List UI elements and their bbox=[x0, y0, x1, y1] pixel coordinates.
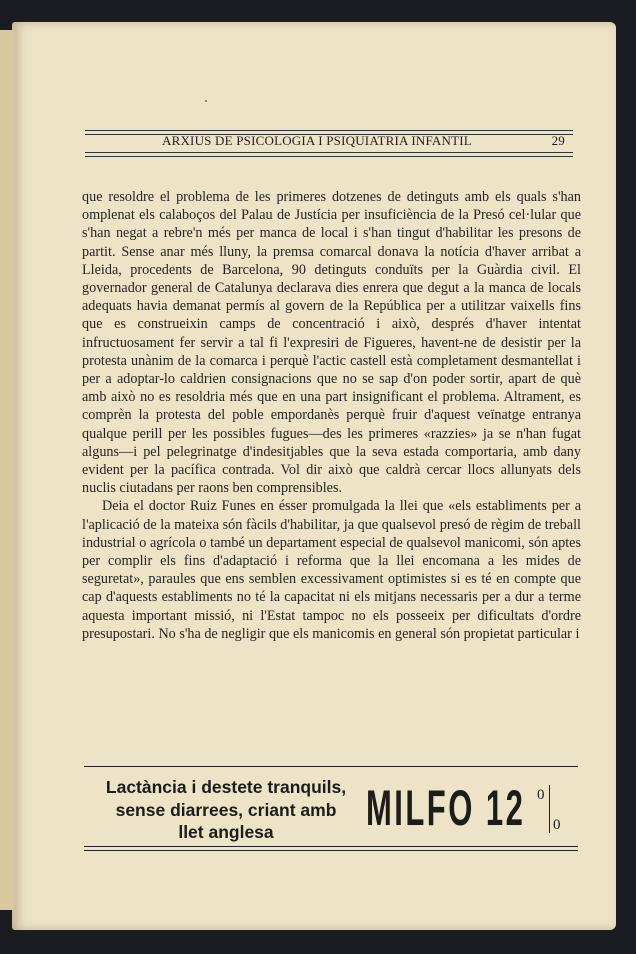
print-speck bbox=[205, 100, 207, 102]
ad-divider bbox=[549, 785, 550, 833]
ad-slogan bbox=[92, 776, 360, 844]
running-head bbox=[85, 133, 573, 151]
ad-slogan-line: llet anglesa bbox=[178, 822, 274, 842]
ad-bottom-rule-thin bbox=[84, 850, 578, 851]
ad-mark-bottom: 0 bbox=[553, 817, 561, 833]
running-title: ARXIUS DE PSICOLOGIA I PSIQUIATRIA INFANTIL bbox=[162, 133, 472, 148]
ad-slogan-line: sense diarrees, criant amb bbox=[115, 799, 337, 820]
paragraph: Deia el doctor Ruiz Funes en ésser promulgada la llei que «els establiments per a l'aplicació de la mateixa són fàcils d'habilitar, ja que qualsevol presó de règim de treball industrial o agrícola o també un departament especial de qualsevol manicomi, són aptes per complir els fins d'adaptació i reforma que la llei encomana a les mides de seguretat», paraules que ens semblen excessivament optimistes si es té en compte que cap d'aquests establiments no té la capacitat ni els mitjans necessaris per a dur a terme aquesta important missió, ni l'Estat tampoc no els posseeix per dificultats d'ordre presupostari. No s'ha de negligir que els manicomis en general són propietat particular i bbox=[82, 498, 581, 642]
page-number: 29 bbox=[551, 133, 565, 148]
body-text bbox=[82, 188, 581, 643]
header-bottom-rule bbox=[85, 152, 573, 153]
ad-top-rule bbox=[84, 766, 578, 767]
book-spine bbox=[0, 30, 14, 910]
ad-brand-name: MILFO 12 bbox=[366, 780, 526, 836]
paragraph: que resoldre el problema de les primeres dotzenes de detinguts amb els quals s'han omplenat els calaboços del Palau de Justícia per insuficiència de la Presó cel·lular que s'han negat a rebre'n més per manca de local i s'han tingut d'habilitar les presons de partit. Sense anar més lluny, la premsa comarcal donava la notícia d'haver arribat a Lleida, procedents de Barcelona, 90 detinguts conduïts per la Guàrdia civil. El governador general de Catalunya declarava dies enrera que degut a la manca de locals adequats havia demanat permís al govern de la República per a utilitzar vaixells fins que es construeixin camps de concentració i això, després d'haver intentat infructuosament fer servir a tal fi l'expresiri de Figueres, havent-ne de desistir per la protesta unànim de la comarca i perquè l'actic castell està completament desmantellat i per a adoptar-lo caldrien consignacions que no se sap d'on poder sortir, apart de què amb això no es resoldria més que en una part insignificant el problema. Altrament, es comprèn la protesta del poble empordanès perquè fruir d'aquest veïnatge entranya qualque perill per les possibles fugues—des les primeres «razzies» ja se n'han fugat alguns—i pel pelegrinatge d'indesitjables que la seva estada comportaria, amb dany evident per la pacífica contrada. Vol dir això que caldrà cercar llocs allunyats dels nuclis ciutadans per raons ben comprensibles. bbox=[82, 189, 581, 497]
ad-bottom-rule bbox=[84, 846, 578, 847]
ad-slogan-line: Lactància i destete tranquils, bbox=[105, 777, 347, 797]
header-bottom-rule-thin bbox=[85, 156, 573, 157]
header-top-rule bbox=[85, 130, 573, 131]
ad-mark-top: 0 bbox=[537, 787, 545, 803]
